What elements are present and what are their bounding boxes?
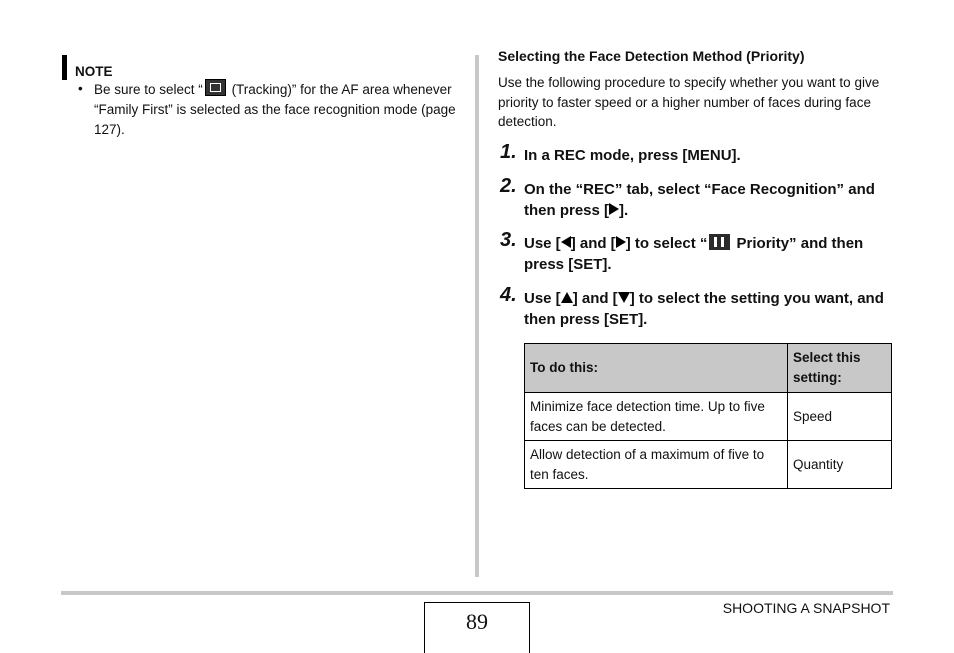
down-arrow-icon — [618, 292, 630, 303]
step-text-part: ] to select “ — [625, 235, 708, 252]
table-row — [525, 441, 892, 489]
table-cell: Minimize face detection time. Up to five faces can be detected. — [525, 393, 788, 441]
step-3 — [500, 229, 890, 275]
column-divider — [475, 55, 479, 577]
settings-table — [524, 343, 892, 489]
step-text — [524, 180, 890, 221]
note-title: NOTE — [75, 64, 113, 79]
step-2 — [500, 175, 890, 221]
step-number: 1. — [500, 141, 517, 163]
left-arrow-icon — [561, 236, 571, 248]
step-number: 2. — [500, 175, 517, 197]
section-intro: Use the following procedure to specify whether you want to give priority to faster speed or a higher number of faces during face detection. — [498, 75, 880, 129]
note-text-part: (Tracking)” for the AF area whenever “Family First” is selected as the face recognition mode (page 127). — [94, 82, 456, 137]
note-text — [94, 79, 468, 140]
table-header: To do this: — [525, 344, 788, 393]
step-text: In a REC mode, press [MENU]. — [524, 147, 741, 164]
up-arrow-icon — [561, 292, 573, 303]
table-cell: Allow detection of a maximum of five to ten faces. — [525, 441, 788, 489]
table-row — [525, 393, 892, 441]
note-bar — [62, 55, 67, 80]
step-text — [524, 289, 890, 330]
right-arrow-icon — [616, 236, 626, 248]
table-header: Select this setting: — [788, 344, 892, 393]
step-4 — [500, 284, 890, 330]
right-arrow-icon — [609, 203, 619, 215]
note-body — [78, 79, 468, 140]
table-cell: Speed — [788, 393, 892, 441]
step-1 — [500, 141, 890, 167]
priority-icon — [709, 234, 730, 250]
step-text-part: ] and [ — [570, 235, 616, 252]
tracking-icon — [205, 79, 226, 96]
bullet: • — [78, 81, 83, 96]
table-cell: Quantity — [788, 441, 892, 489]
note-text-part: Be sure to select “ — [94, 82, 203, 97]
page-number: 89 — [424, 602, 530, 653]
step-text-part: Use [ — [524, 290, 561, 307]
table-header-row — [525, 344, 892, 393]
step-number: 3. — [500, 229, 517, 251]
step-text-part: Priority” and then press [SET]. — [524, 235, 864, 273]
section-title: Selecting the Face Detection Method (Priority) — [498, 48, 805, 64]
step-text-part: ] and [ — [572, 290, 618, 307]
step-text-part: On the “REC” tab, select “Face Recognition” and then press [ — [524, 181, 875, 219]
step-text-part: Use [ — [524, 235, 561, 252]
step-text — [524, 234, 890, 275]
step-number: 4. — [500, 284, 517, 306]
step-text-part: ]. — [619, 201, 629, 219]
step-text-part: ] to select the setting you want, and then press [SET]. — [524, 290, 884, 328]
chapter-title: SHOOTING A SNAPSHOT — [722, 600, 890, 616]
footer-rule — [61, 591, 893, 595]
